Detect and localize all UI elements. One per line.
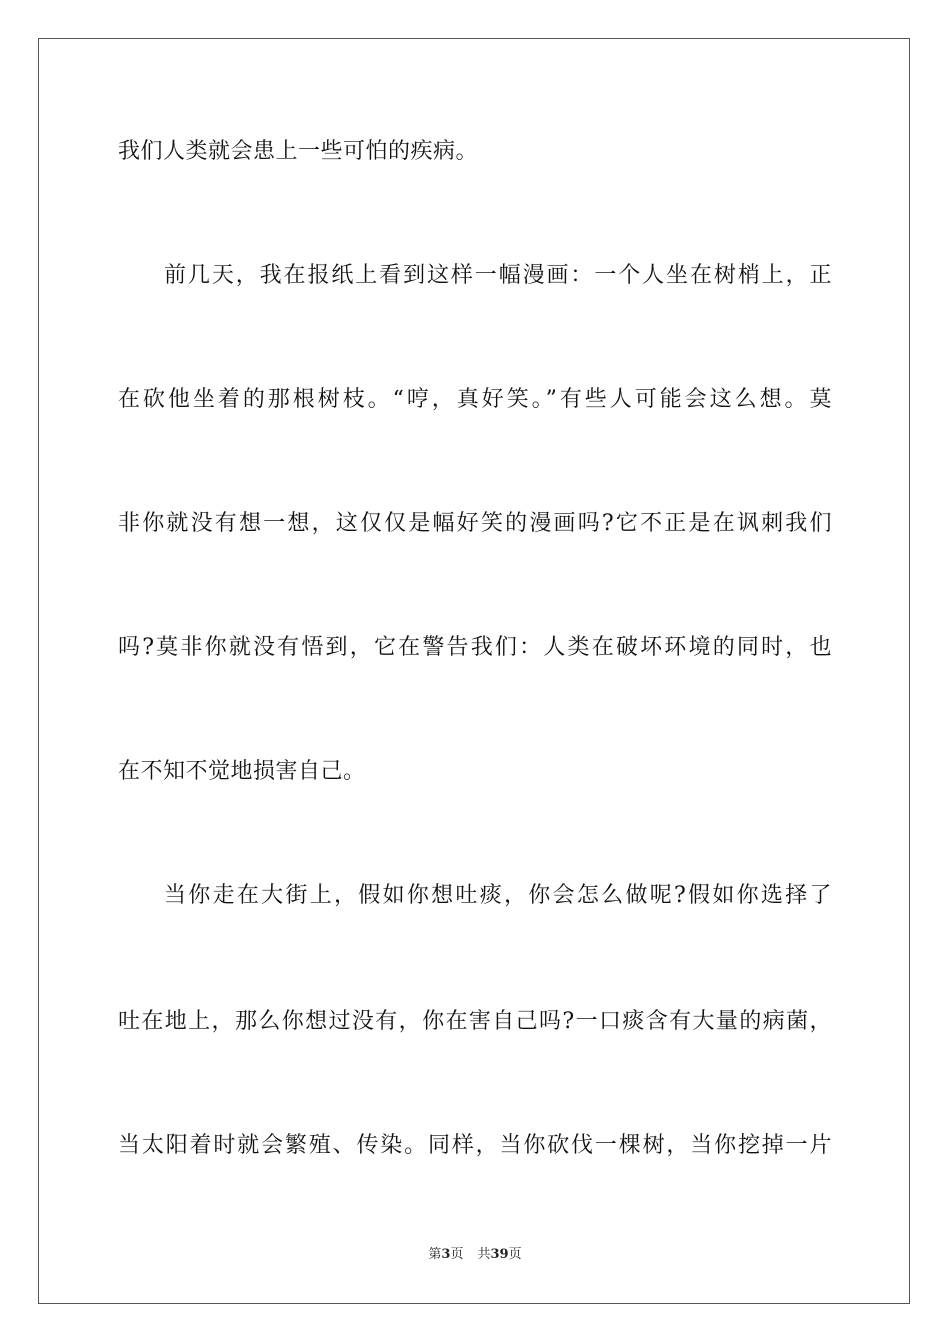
text-line-5: 吗?莫非你就没有悟到，它在警告我们：人类在破坏环境的同时，也 [118,635,832,660]
total-unit: 页 [508,1247,522,1262]
text-line-8: 吐在地上，那么你想过没有，你在害自己吗?一口痰含有大量的病菌， [118,1009,832,1034]
page-unit: 页 [450,1247,464,1262]
total-prefix: 共 [477,1247,491,1262]
page-prefix: 第 [428,1247,442,1262]
page-border [38,38,910,1304]
page-footer [0,1246,950,1264]
text-line-7: 当你走在大街上，假如你想吐痰，你会怎么做呢?假如你选择了 [164,883,832,908]
text-line-2: 前几天，我在报纸上看到这样一幅漫画：一个人坐在树梢上，正 [164,263,832,288]
text-line-9: 当太阳着时就会繁殖、传染。同样，当你砍伐一棵树，当你挖掉一片 [118,1133,832,1158]
text-line-4: 非你就没有想一想，这仅仅是幅好笑的漫画吗?它不正是在讽刺我们 [118,511,832,536]
text-line-6: 在不知不觉地损害自己。 [118,759,366,784]
text-line-3: 在砍他坐着的那根树枝。“哼，真好笑。”有些人可能会这么想。莫 [118,387,832,412]
total-page-number: 39 [490,1247,509,1262]
text-line-1: 我们人类就会患上一些可怕的疾病。 [118,139,479,164]
current-page-number: 3 [441,1247,451,1262]
